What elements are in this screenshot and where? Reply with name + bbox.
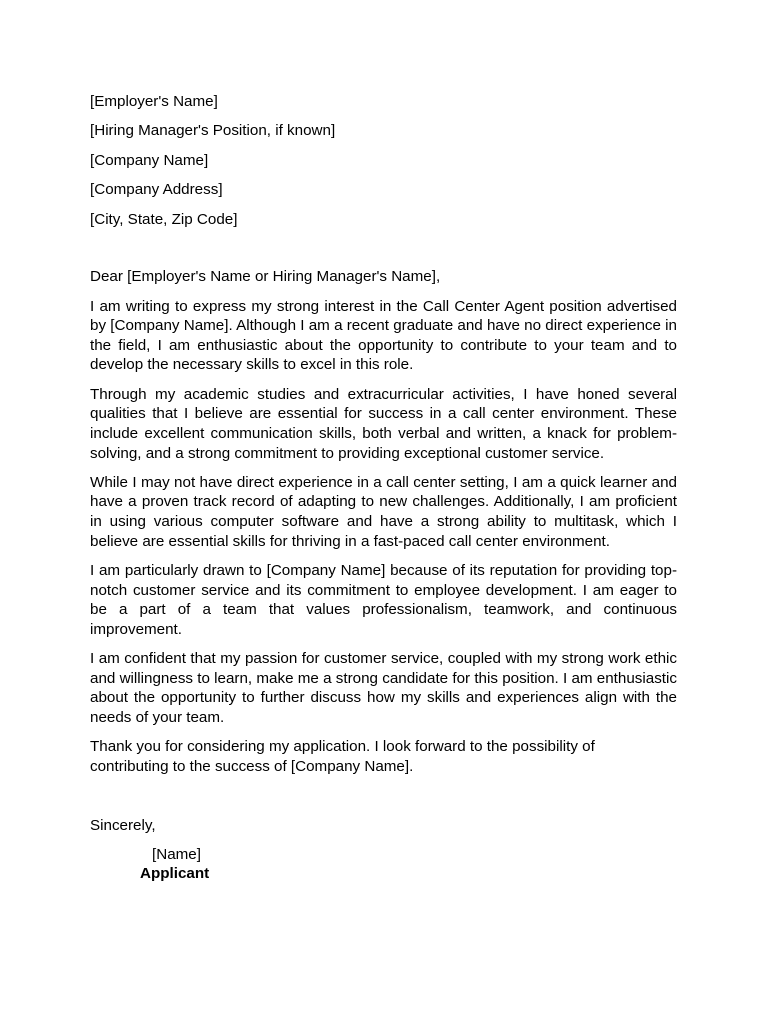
recipient-city-state-zip: [City, State, Zip Code] [90,210,238,228]
recipient-company-address: [Company Address] [90,181,223,199]
salutation: Dear [Employer's Name or Hiring Manager's Name], [90,268,441,286]
recipient-employer-name: [Employer's Name] [90,93,218,110]
body-paragraph-6: Thank you for considering my application. I look forward to the possibility of contributing to the success of [Company Name]. [90,738,595,775]
letter-page [90,92,677,884]
body-paragraph-1: I am writing to express my strong interest in the Call Center Agent position advertised by [Company Name]. Although I am a recent graduate and have no direct experience in the field, I am enthusiastic about the opportunity to contribute to your team and to develop the necessary skills to excel in this role. [90,297,677,374]
recipient-manager-position: [Hiring Manager's Position, if known] [90,122,336,140]
signature-name: [Name] [152,845,201,863]
recipient-company-name: [Company Name] [90,151,209,169]
body-paragraph-5: I am confident that my passion for customer service, coupled with my strong work ethic and willingness to learn, make me a strong candidate for this position. I am enthusiastic about the opportunity to further discuss how my skills and experiences align with the needs of your team. [90,650,677,727]
signature-title: Applicant [140,865,210,883]
body-paragraph-3: While I may not have direct experience in a call center setting, I am a quick learner and have a proven track record of adapting to new challenges. Additionally, I am proficient in using various computer software and have a strong ability to multitask, which I believe are essential skills for thriving in a fast-paced call center environment. [90,473,677,550]
closing: Sincerely, [90,816,156,834]
body-paragraph-4: I am particularly drawn to [Company Name] because of its reputation for providing top-notch customer service and its commitment to employee development. I am eager to be a part of a team that values professionalism, teamwork, and continuous improvement. [90,562,677,638]
body-paragraph-2: Through my academic studies and extracurricular activities, I have honed several qualities that I believe are essential for success in a call center environment. These include excellent communication skills, both verbal and written, a knack for problem-solving, and a strong commitment to providing exceptional customer service. [90,385,677,462]
